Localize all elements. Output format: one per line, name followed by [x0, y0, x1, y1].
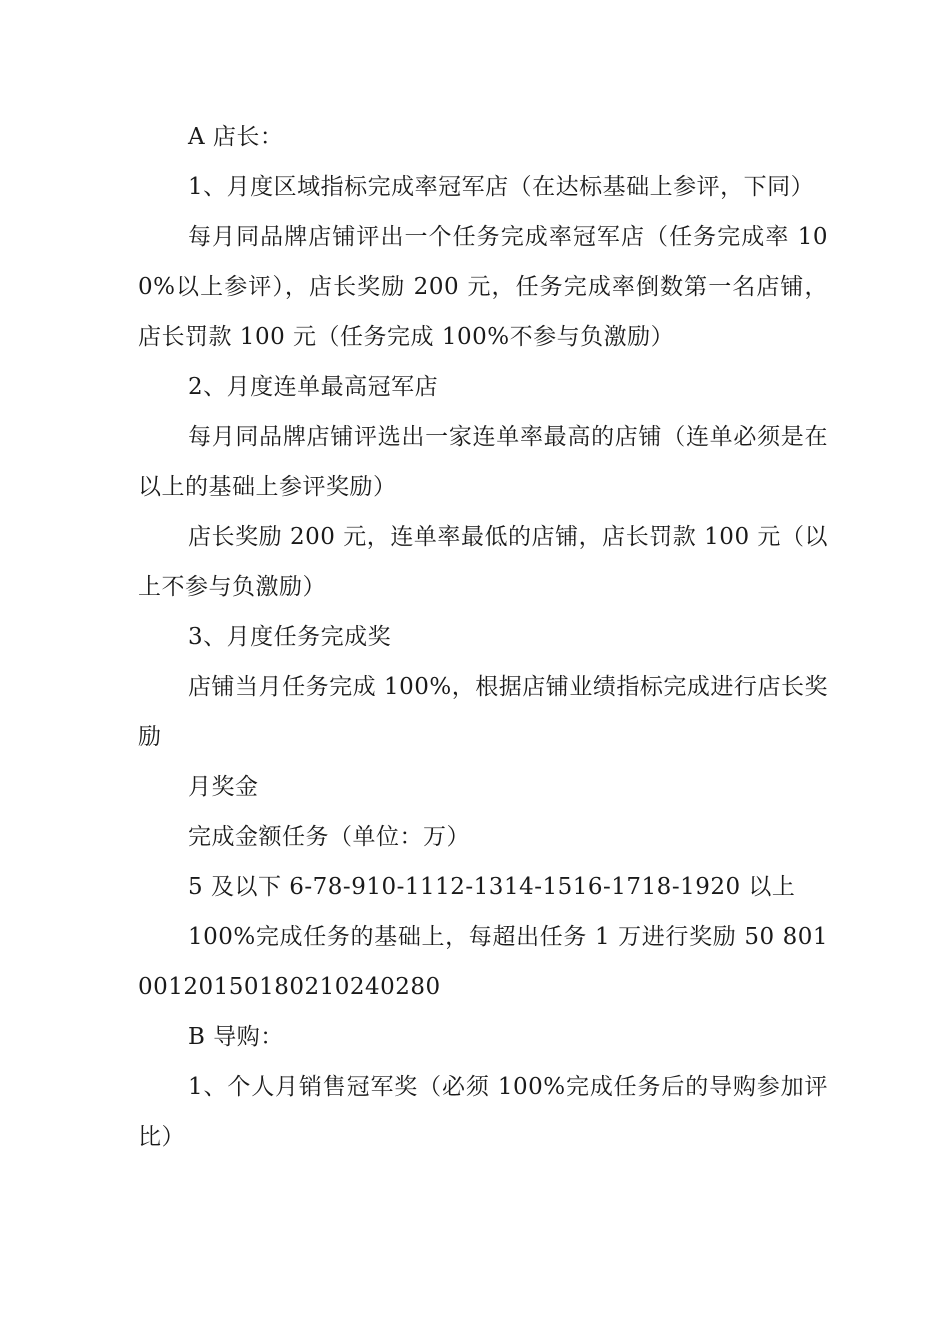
section-heading-sales-staff: B 导购：: [188, 1024, 284, 1050]
section-heading-store-manager: A 店长：: [188, 124, 284, 150]
body-paragraph: 100%完成任务的基础上，每超出任务 1 万进行奖励 50 80100120150180210240280: [138, 924, 828, 1000]
item-heading: 2、月度连单最高冠军店: [188, 374, 439, 400]
item-heading: 1、个人月销售冠军奖（必须 100%完成任务后的导购参加评比）: [138, 1074, 828, 1150]
body-paragraph: 店铺当月任务完成 100%，根据店铺业绩指标完成进行店长奖励: [138, 674, 828, 750]
document-body: [138, 112, 828, 1162]
body-paragraph: 5 及以下 6-78-910-1112-1314-1516-1718-1920 以上: [188, 874, 796, 900]
item-heading: 1、月度区域指标完成率冠军店（在达标基础上参评，下同）: [188, 174, 815, 200]
body-paragraph: 店长奖励 200 元，连单率最低的店铺，店长罚款 100 元（以上不参与负激励）: [138, 524, 828, 600]
body-paragraph: 月奖金: [188, 774, 259, 800]
item-heading: 3、月度任务完成奖: [188, 624, 392, 650]
body-paragraph: 完成金额任务（单位：万）: [188, 824, 470, 850]
body-paragraph: 每月同品牌店铺评选出一家连单率最高的店铺（连单必须是在以上的基础上参评奖励）: [138, 424, 828, 500]
body-paragraph: 每月同品牌店铺评出一个任务完成率冠军店（任务完成率 100%以上参评），店长奖励 200 元，任务完成率倒数第一名店铺，店长罚款 100 元（任务完成 100%不参与负激励）: [138, 224, 828, 350]
